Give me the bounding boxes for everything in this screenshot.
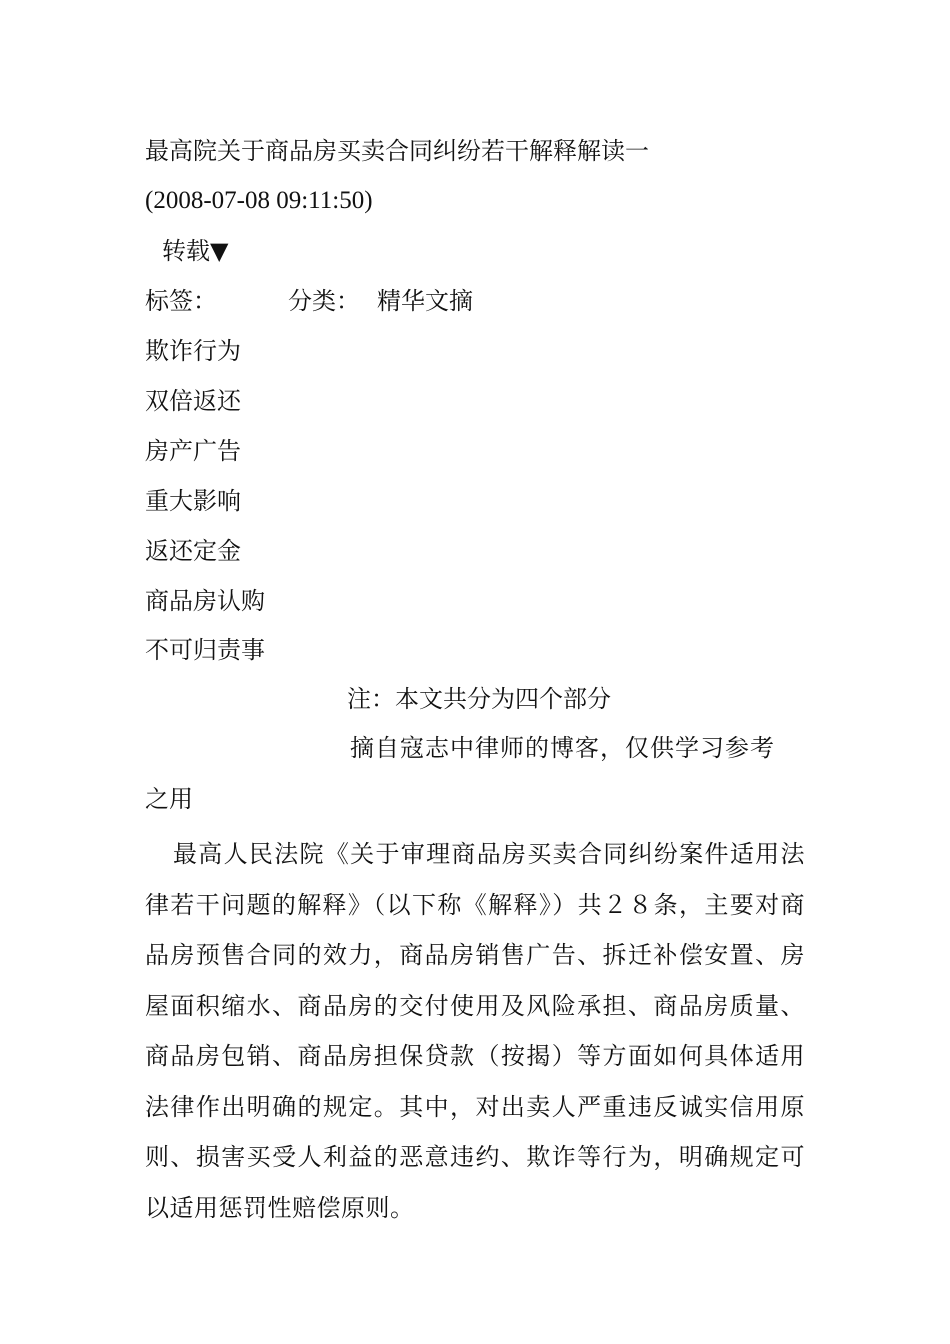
body-paragraph: 最高人民法院《关于审理商品房买卖合同纠纷案件适用法律若干问题的解释》（以下称《解释》）共２８条，主要对商品房预售合同的效力，商品房销售广告、拆迁补偿安置、房屋面积缩水、商品房的交付使用及风险承担、商品房质量、商品房包销、商品房担保贷款（按揭）等方面如何具体适用法律作出明确的规定。其中，对出卖人严重违反诚实信用原则、损害买受人利益的恶意违约、欺诈等行为，明确规定可以适用惩罚性赔偿原则。: [145, 840, 805, 1222]
excerpt-source-line: 摘自寇志中律师的博客，仅供学习参考: [350, 734, 775, 762]
note-line: 注：本文共分为四个部分: [347, 685, 611, 713]
tag-item[interactable]: 双倍返还: [145, 387, 241, 415]
document-title: 最高院关于商品房买卖合同纠纷若干解释解读一: [145, 137, 649, 165]
category-value[interactable]: 精华文摘: [377, 287, 473, 315]
tag-item[interactable]: 返还定金: [145, 537, 241, 565]
excerpt-source-continuation: 之用: [145, 785, 193, 813]
post-date: (2008-07-08 09:11:50): [145, 187, 373, 214]
tags-label: 标签：: [145, 287, 217, 315]
tags-category-row: [145, 286, 473, 316]
tag-item[interactable]: 不可归责事: [145, 636, 265, 664]
tag-item[interactable]: 商品房认购: [145, 587, 265, 615]
tag-item[interactable]: 重大影响: [145, 487, 241, 515]
tag-item[interactable]: 房产广告: [145, 437, 241, 465]
tag-item[interactable]: 欺诈行为: [145, 337, 241, 365]
repost-label[interactable]: 转载▼: [162, 237, 229, 265]
category-label: 分类：: [288, 287, 360, 315]
